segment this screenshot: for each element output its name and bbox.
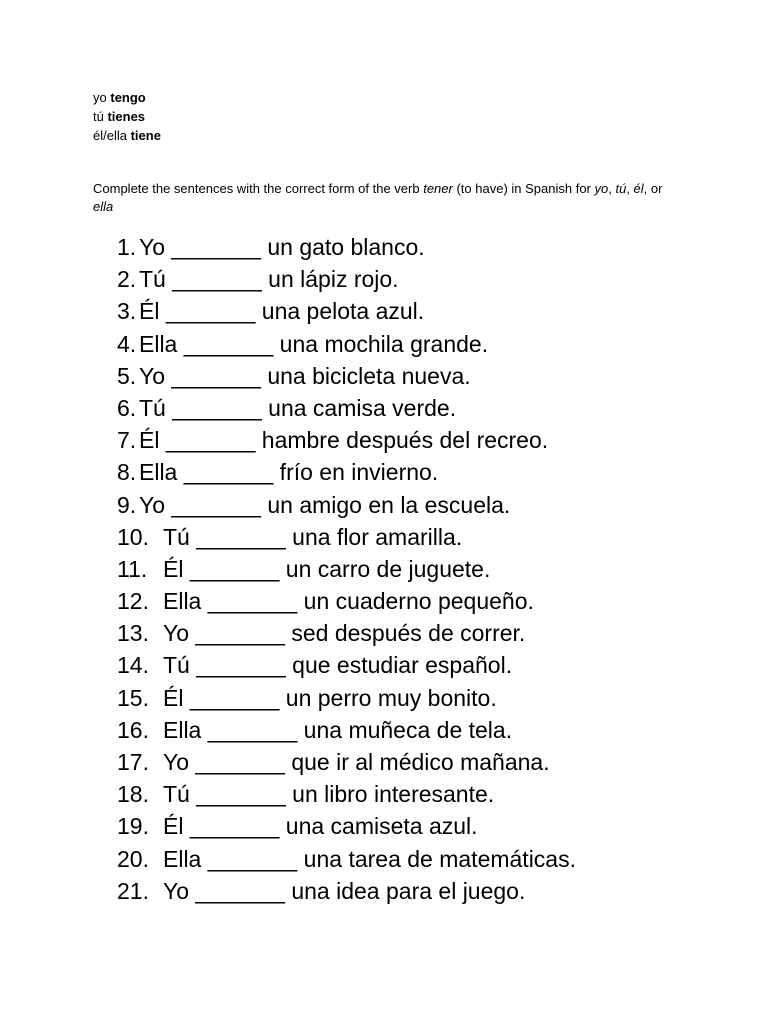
- instructions-pronoun: yo: [594, 181, 609, 196]
- exercise-number: 15.: [117, 684, 149, 711]
- conjugation-verb: tiene: [130, 128, 161, 143]
- exercise-sentence: Yo _______ una idea para el juego.: [163, 877, 526, 904]
- exercise-sentence: Tú _______ que estudiar español.: [163, 652, 513, 679]
- exercise-number: 9.: [117, 491, 137, 518]
- instructions-separator: ,: [626, 181, 634, 196]
- exercise-number: 3.: [117, 298, 137, 325]
- exercise-number: 8.: [117, 459, 137, 486]
- exercise-number: 5.: [117, 362, 137, 389]
- exercise-number: 20.: [117, 845, 149, 872]
- exercise-sentence: Yo _______ sed después de correr.: [163, 620, 526, 647]
- conjugation-verb: tienes: [107, 109, 146, 124]
- exercise-number: 6.: [117, 394, 137, 421]
- exercise-sentence: Tú _______ un lápiz rojo.: [139, 266, 399, 293]
- exercise-sentence: Ella _______ una tarea de matemáticas.: [163, 845, 576, 872]
- exercise-sentence: Tú _______ una flor amarilla.: [163, 523, 463, 550]
- conjugation-verb: tengo: [110, 90, 146, 105]
- exercise-sentence: Él _______ un carro de juguete.: [163, 555, 491, 582]
- exercise-number: 10.: [117, 523, 149, 550]
- instructions-separator: ,: [608, 181, 616, 196]
- exercise-sentence: Él _______ un perro muy bonito.: [163, 684, 497, 711]
- exercise-sentence: Ella _______ una mochila grande.: [139, 330, 489, 357]
- exercise-sentence: Yo _______ que ir al médico mañana.: [163, 749, 550, 775]
- instructions-part: Complete the sentences with the correct form of the verb: [93, 181, 424, 196]
- exercise-sentence: Ella _______ un cuaderno pequeño.: [163, 588, 534, 615]
- exercise-number: 14.: [117, 652, 149, 679]
- conjugation-table: [93, 88, 161, 145]
- exercise-sentence: Él _______ una camiseta azul.: [163, 813, 478, 840]
- exercise-number: 21.: [117, 877, 149, 904]
- exercise-sentence: Él _______ una pelota azul.: [139, 298, 425, 325]
- instructions-part: (to have) in Spanish for: [452, 181, 595, 196]
- exercise-sentence: Ella _______ una muñeca de tela.: [163, 716, 513, 743]
- instructions-text: [93, 180, 663, 216]
- conjugation-row-yo: [93, 88, 161, 107]
- exercise-number: 11.: [117, 555, 148, 582]
- exercise-number: 17.: [117, 749, 149, 775]
- exercise-number: 19.: [117, 813, 149, 840]
- exercise-sentence: Tú _______ un libro interesante.: [163, 781, 495, 808]
- exercise-number: 18.: [117, 781, 149, 808]
- exercise-number: 4.: [117, 330, 137, 357]
- conjugation-row-tu: [93, 107, 161, 126]
- exercise-sentence: Él _______ hambre después del recreo.: [139, 427, 549, 454]
- exercise-sentence: Yo _______ un gato blanco.: [139, 234, 425, 260]
- conjugation-row-el-ella: [93, 126, 161, 145]
- instructions-pronoun: ella: [93, 199, 114, 214]
- exercise-number: 13.: [117, 620, 149, 647]
- exercise-sentence: Ella _______ frío en invierno.: [139, 459, 439, 486]
- exercise-sentence: Yo _______ un amigo en la escuela.: [139, 491, 511, 518]
- exercise-number: 12.: [117, 588, 149, 615]
- instructions-pronoun: él: [633, 181, 644, 196]
- instructions-pronoun: tú: [615, 181, 627, 196]
- conjugation-pronoun: él/ella: [93, 128, 127, 143]
- instructions-verb: tener: [423, 181, 453, 196]
- exercise-number: 16.: [117, 716, 149, 743]
- exercise-sentence: Tú _______ una camisa verde.: [139, 394, 457, 421]
- exercise-sentence: Yo _______ una bicicleta nueva.: [139, 362, 471, 389]
- conjugation-pronoun: yo: [93, 90, 107, 105]
- exercise-number: 2.: [117, 266, 137, 293]
- exercise-number: 7.: [117, 427, 137, 454]
- conjugation-pronoun: tú: [93, 109, 104, 124]
- instructions-separator: , or: [643, 181, 663, 196]
- exercise-number: 1.: [117, 234, 137, 260]
